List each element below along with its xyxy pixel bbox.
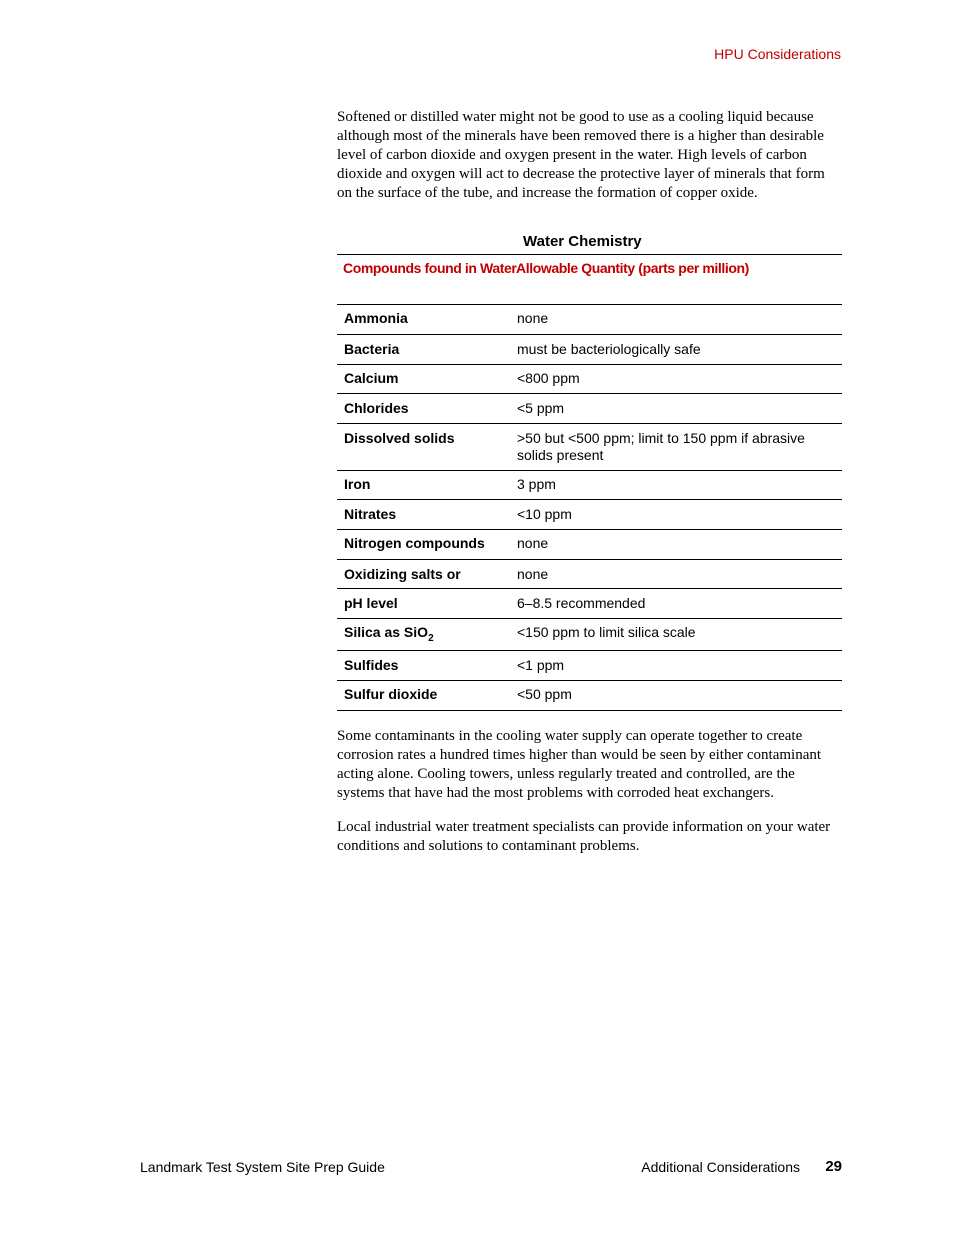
quantity-cell: 6–8.5 recommended	[517, 595, 646, 611]
table-row	[337, 394, 842, 424]
table-row	[337, 500, 842, 530]
table-title: Water Chemistry	[337, 232, 842, 255]
quantity-cell: <800 ppm	[517, 370, 580, 386]
compound-cell: Nitrates	[344, 506, 397, 522]
compound-cell: Dissolved solids	[344, 430, 455, 446]
quantity-cell: <1 ppm	[517, 657, 565, 673]
intro-paragraph: Softened or distilled water might not be good to use as a cooling liquid because although most of the minerals have been removed there is a higher than desirable level of carbon dioxide and oxygen present in the water. High levels of carbon dioxide and oxygen will act to decrease the protective layer of minerals that form on the surface of the tube, and increase the formation of copper oxide.	[337, 109, 825, 201]
compound-cell: Chlorides	[344, 400, 409, 416]
table-row	[337, 335, 842, 365]
quantity-cell: 3 ppm	[517, 476, 556, 492]
quantity-cell: must be bacteriologically safe	[517, 341, 701, 357]
table-row	[337, 471, 842, 500]
quantity-cell: <5 ppm	[517, 400, 565, 416]
compound-cell: Oxidizing salts or	[344, 566, 461, 582]
quantity-cell: <10 ppm	[517, 506, 572, 522]
quantity-cell: <50 ppm	[517, 686, 572, 702]
column-header-quantity: Allowable Quantity (parts per million)	[516, 260, 749, 276]
quantity-cell: none	[517, 310, 549, 326]
contaminants-paragraph: Some contaminants in the cooling water supply can operate together to create corrosion rates a hundred times higher than would be seen by either contaminant acting alone. Cooling towers, unless regularly treated and controlled, are the systems that have had the most problems with corroded heat exchangers.	[337, 728, 822, 801]
table-row	[337, 424, 842, 471]
table-row	[337, 619, 842, 651]
table-row	[337, 589, 842, 619]
compound-cell: Nitrogen compounds	[344, 535, 485, 551]
compound-cell: Calcium	[344, 370, 399, 386]
compound-text: Silica as SiO	[344, 624, 429, 640]
subscript-text: 2	[428, 632, 434, 644]
compound-cell: Ammonia	[344, 310, 408, 326]
quantity-cell: >50 but <500 ppm; limit to 150 ppm if abrasive solids present	[517, 430, 805, 463]
quantity-cell: <150 ppm to limit silica scale	[517, 624, 696, 640]
compound-cell: Iron	[344, 476, 371, 492]
table-row	[337, 681, 842, 711]
table-row	[337, 560, 842, 589]
table-row	[337, 305, 842, 335]
table-row	[337, 651, 842, 681]
specialists-paragraph: Local industrial water treatment specialists can provide information on your water conditions and solutions to contaminant problems.	[337, 819, 831, 854]
table-row	[337, 530, 842, 560]
compound-cell: Sulfides	[344, 657, 399, 673]
quantity-cell: none	[517, 535, 549, 551]
water-chemistry-table	[337, 232, 842, 711]
footer-chapter: Additional Considerations	[641, 1159, 800, 1175]
compound-cell: Bacteria	[344, 341, 400, 357]
compound-cell: Sulfur dioxide	[344, 686, 438, 702]
footer-book-title: Landmark Test System Site Prep Guide	[140, 1159, 385, 1175]
compound-cell: pH level	[344, 595, 398, 611]
running-header: HPU Considerations	[714, 46, 841, 62]
table-header-row	[337, 255, 842, 305]
quantity-cell: none	[517, 566, 549, 582]
compound-cell	[337, 624, 517, 650]
page-number: 29	[825, 1158, 842, 1175]
column-header-compounds: Compounds found in Water	[343, 260, 517, 276]
table-row	[337, 365, 842, 394]
